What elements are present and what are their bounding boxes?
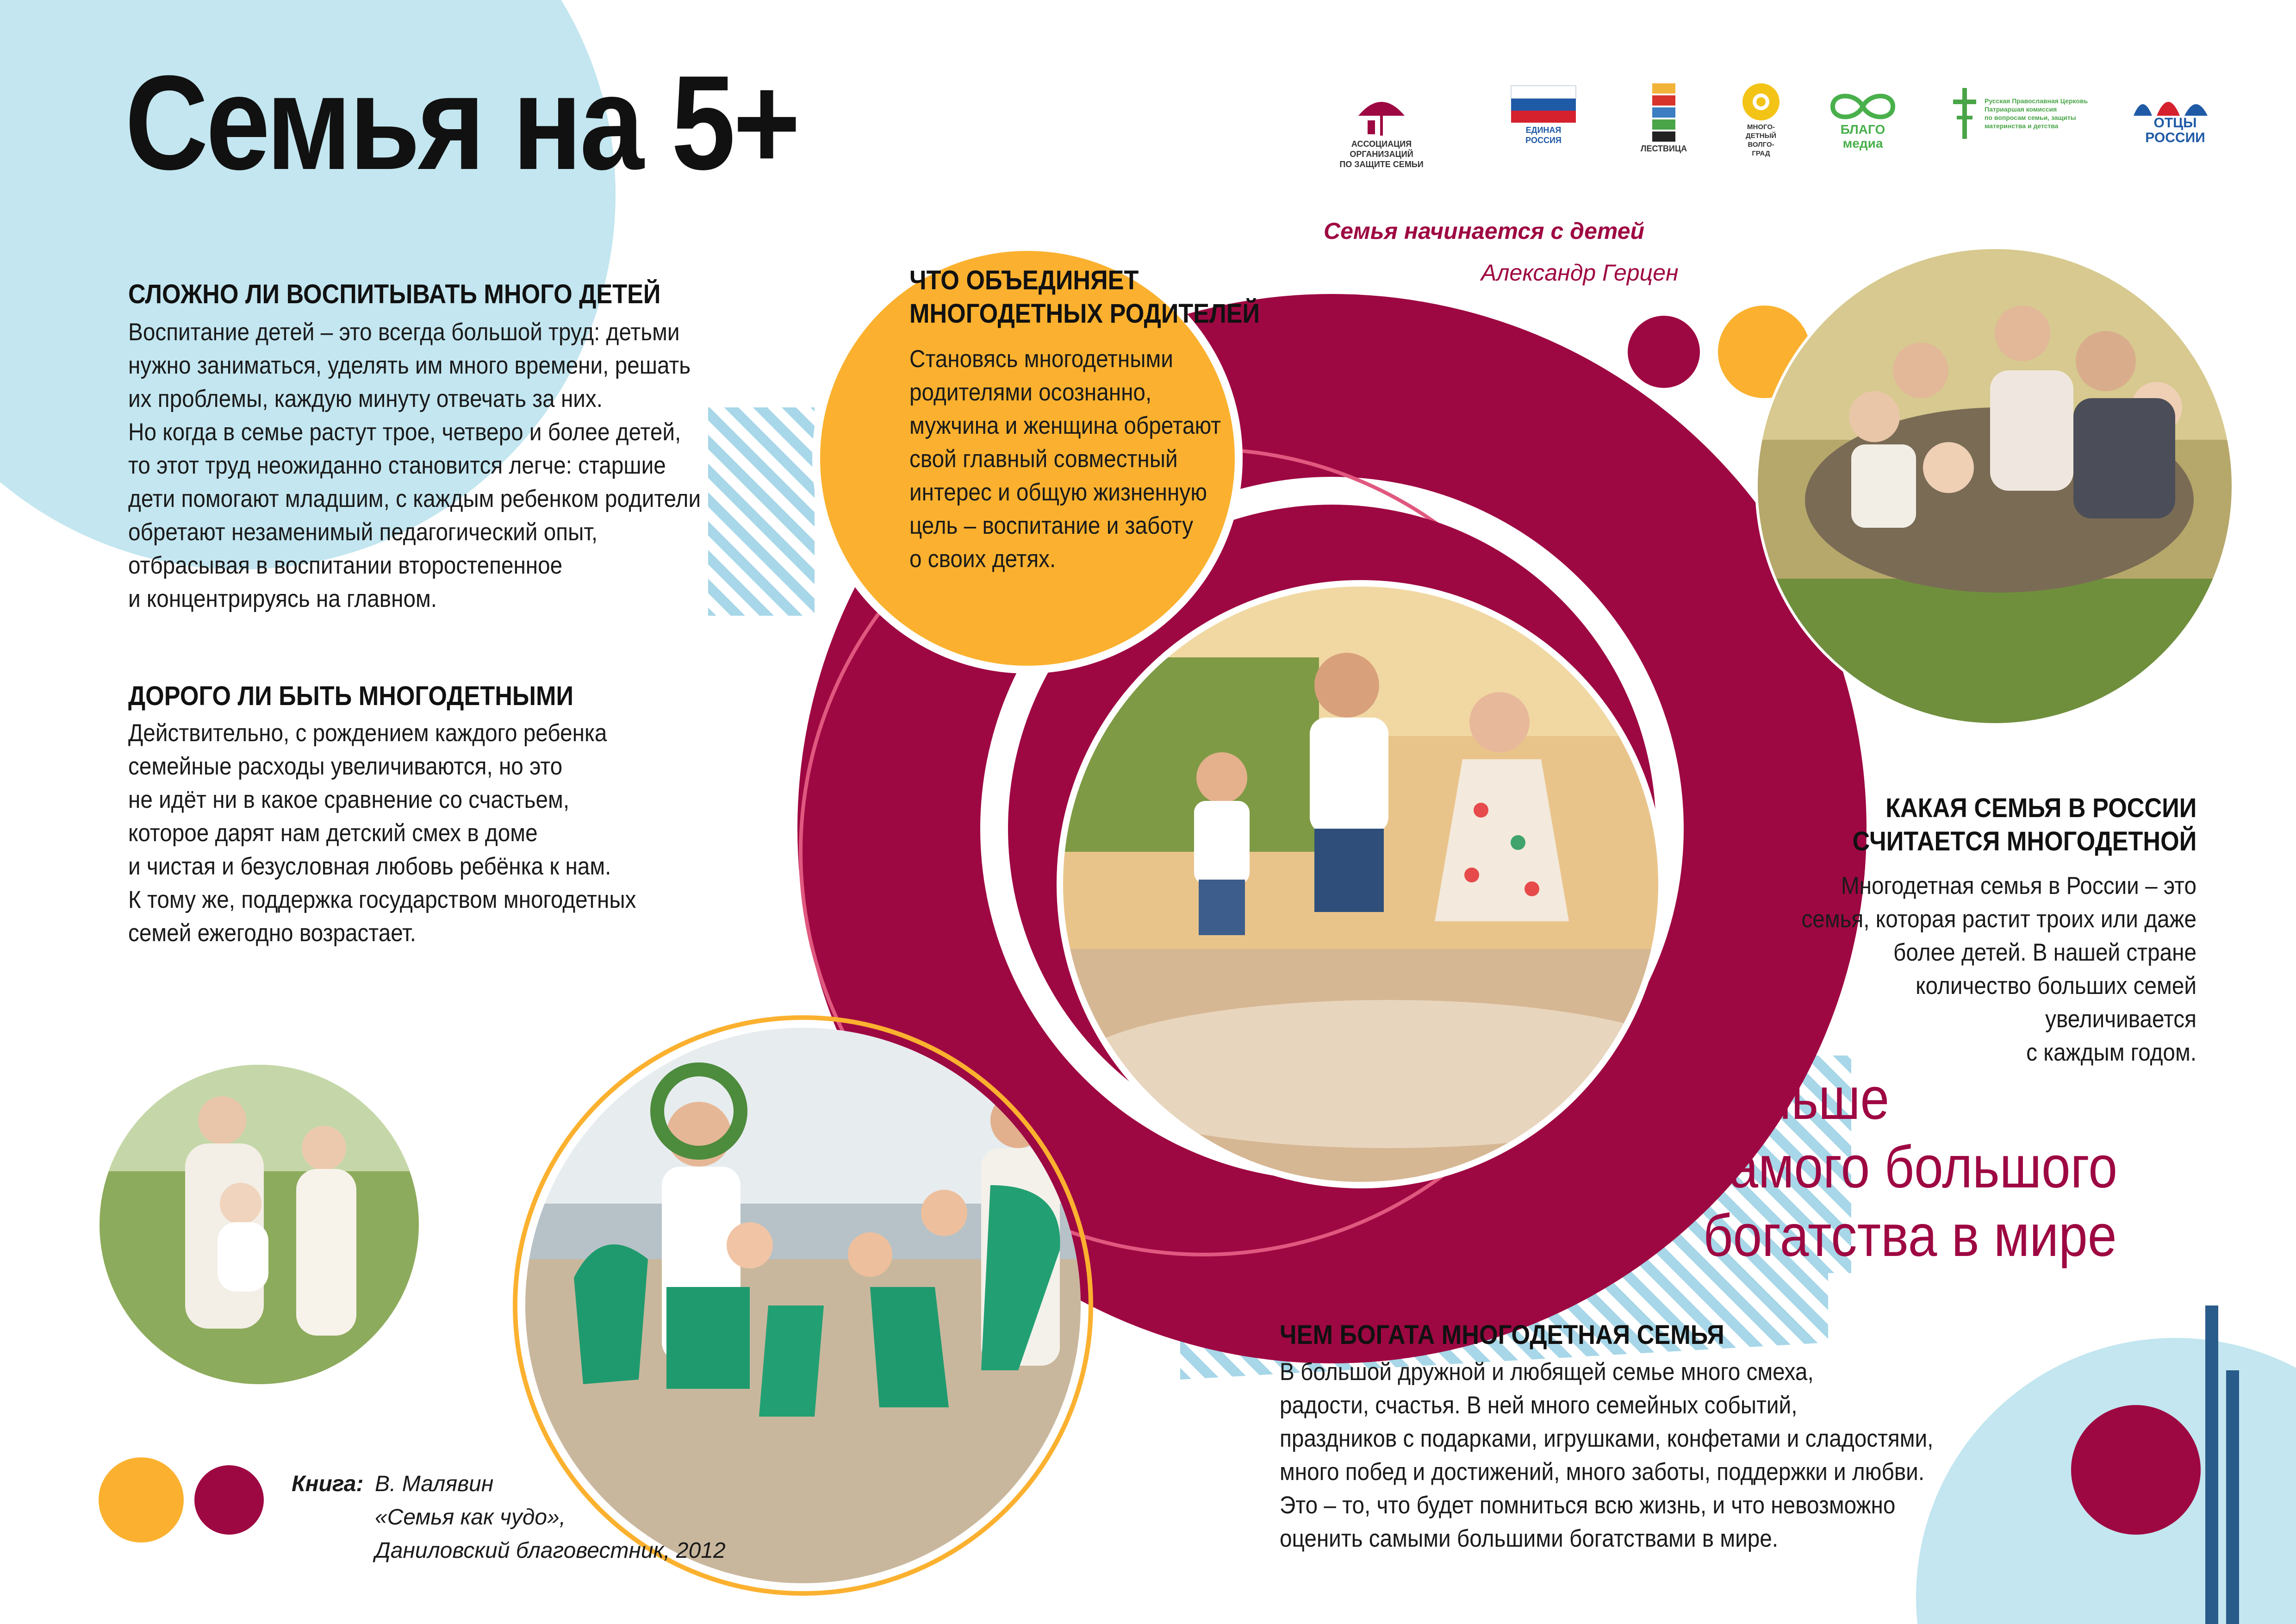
section-unites-body: Становясь многодетными родителями осознанно, мужчина и женщина обретают свой главный совместный интерес и общую жизненную цель – воспитание и заботу о своих детях.	[909, 345, 1221, 573]
section-hard-body: Воспитание детей – это всегда большой труд: детьми нужно заниматься, уделять им много времени, решать их проблемы, каждую минуту отвечать за них. Но когда в семье растут трое, четверо и более детей, то этот труд неожиданно становится легче: старшие дети помогают младшим, с каждым ребенком родители обретают незаменимый педагогический опыт, отбрасывая в воспитании второстепенное и концентрируясь на главном.	[128, 319, 701, 612]
section-rich-body: В большой дружной и любящей семье много смеха, радости, счастья. В ней много семейных событий, праздников с подарками, игрушками, конфетами и сладостями, много побед и достижений, много заботы, поддержки и любви. Это – то, что будет помниться всю жизнь, и что невозможно оценить самыми большими богатствами в мире.	[1280, 1358, 1934, 1552]
dot-orange-bottom	[99, 1457, 184, 1543]
edinaya-rossiya-logo: ЕДИНАЯ РОССИЯ	[1504, 83, 1583, 145]
umbrella-icon	[1354, 93, 1409, 139]
bar-2	[2226, 1370, 2239, 1624]
quote-text: Семья начинается с детей	[1324, 218, 1645, 244]
infinity-icon	[1823, 90, 1902, 123]
section-unites-heading: ЧТО ОБЪЕДИНЯЕТ МНОГОДЕТНЫХ РОДИТЕЛЕЙ	[909, 265, 1260, 329]
dot-burgundy-bottom-right	[2071, 1405, 2201, 1535]
section-rich-heading: ЧЕМ БОГАТА МНОГОДЕТНАЯ СЕМЬЯ	[1280, 1320, 1724, 1350]
ladder-icon	[1648, 83, 1680, 144]
tagline: больше самого большого богатства в мире	[1703, 1066, 2117, 1269]
lestvitsa-logo: ЛЕСТВИЦА	[1629, 83, 1699, 154]
section-expensive-heading: ДОРОГО ЛИ БЫТЬ МНОГОДЕТНЫМИ	[128, 681, 574, 711]
section-expensive-body: Действительно, с рождением каждого ребенка семейные расходы увеличиваются, но это не идёт ни в какое сравнение со счастьем, которое дарят нам детский смех в доме и чистая и безусловная любовь ребёнка к нам. К тому же, поддержка государством многодетных семей ежегодно возрастает.	[128, 719, 636, 947]
flower-icon	[1740, 81, 1782, 123]
blago-media-logo: БЛАГО медиа	[1819, 90, 1907, 150]
bear-flag-icon	[1509, 83, 1578, 125]
patriarch-commission-logo: Русская Православная Церковь Патриаршая комиссия по вопросам семьи, защиты материнства и детства	[1948, 88, 2097, 139]
section-which-body: Многодетная семья в России – это семья, которая растит троих или даже более детей. В нашей стране количество больших семей увеличивается с каждым годом.	[1801, 872, 2196, 1066]
mnogodetny-volgograd-logo: МНОГО- ДЕТНЫЙ ВОЛГО- ГРАД	[1726, 81, 1796, 158]
association-logo: АССОЦИАЦИЯ ОРГАНИЗАЦИЙ ПО ЗАЩИТЕ СЕМЬИ	[1319, 93, 1444, 169]
domes-icon	[2129, 88, 2221, 116]
quote-author: Александр Герцен	[1481, 260, 1679, 286]
book-label: Книга:	[292, 1472, 364, 1496]
section-hard-heading: СЛОЖНО ЛИ ВОСПИТЫВАТЬ МНОГО ДЕТЕЙ	[128, 279, 661, 309]
photo-girls-baby	[97, 1065, 421, 1389]
dot-burgundy-bottom	[194, 1465, 264, 1535]
bar-1	[2205, 1305, 2218, 1624]
section-which-heading: КАКАЯ СЕМЬЯ В РОССИИ СЧИТАЕТСЯ МНОГОДЕТНОЙ	[1852, 793, 2196, 856]
page-title: Семья на 5+	[125, 48, 798, 198]
ottsy-rossii-logo: ОТЦЫ РОССИИ	[2124, 88, 2226, 145]
book-citation: В. Малявин «Семья как чудо», Даниловский благовестник, 2012	[375, 1472, 726, 1563]
dot-burgundy-top	[1628, 316, 1700, 388]
cross-icon	[1948, 88, 1981, 139]
